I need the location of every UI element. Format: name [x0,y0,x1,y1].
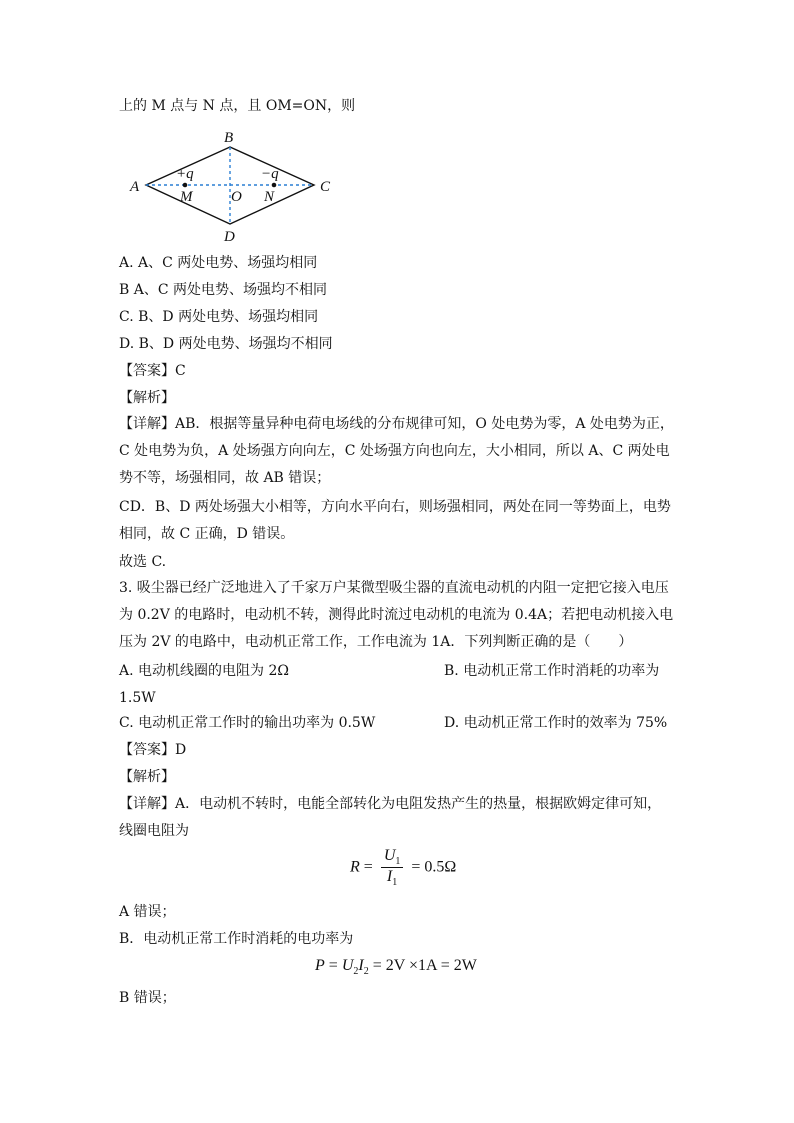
q3-option-a: A. 电动机线圈的电阻为 2Ω [119,663,289,679]
rhombus-diagram [122,126,352,246]
q2-option-a: A. A、C 两处电势、场强均相同 [119,255,318,271]
q3-detail-a: 【详解】A．电动机不转时，电能全部转化为电阻发热产生的热量，根据欧姆定律可知， [119,796,662,812]
formula-resistance: R = $\frac{U_1}{I_1}$ = 0.5Ω [350,847,457,889]
intro-text: 上的 M 点与 N 点，且 OM=ON，则 [119,98,356,114]
q3-coil-label: 线圈电阻为 [119,823,189,839]
q3-analysis-label: 【解析】 [119,769,175,785]
q2-option-d: D. B、D 两处电势、场强均不相同 [119,336,333,352]
q2-detail-ab: 【详解】AB．根据等量异种电荷电场线的分布规律可知，O 处电势为零，A 处电势为正，C 处电势为负，A 处场强方向向左，C 处场强方向也向左，大小相同，所以 A、C 两处电势不等，场强相同，故 AB 错误； [119,416,674,486]
q2-answer: 【答案】C [119,363,186,379]
label-N: N [264,189,275,205]
label-D: D [224,229,235,245]
q3-option-d: D. 电动机正常工作时的效率为 75% [444,715,668,731]
q2-detail-cd: CD．B、D 两处场强大小相等，方向水平向右，则场强相同，两处在同一等势面上，电势相同，故 C 正确，D 错误。 [119,499,671,542]
q2-option-b: B A、C 两处电势、场强均不相同 [119,282,328,298]
label-M: M [180,189,193,205]
label-plus-q: +q [176,166,194,182]
label-B: B [224,130,234,146]
label-O: O [231,189,242,205]
label-C: C [320,179,331,195]
q2-analysis-label: 【解析】 [119,390,175,406]
label-minus-q: −q [261,166,279,182]
q3-option-c: C. 电动机正常工作时的输出功率为 0.5W [119,715,376,731]
q3-a-wrong: A 错误； [119,904,176,920]
q3-stem: 3. 吸尘器已经广泛地进入了千家万户某微型吸尘器的直流电动机的内阻一定把它接入电压为 0.2V 的电路时，电动机不转，测得此时流过电动机的电流为 0.4A；若把电动机接入电压为 2V 的电路中，电动机正常工作，工作电流为 1A．下列判断正确的是（ ） [119,580,674,650]
q2-option-c: C. B、D 两处电势、场强均相同 [119,309,319,325]
label-A: A [130,179,140,195]
formula-power: $P = U_2I_2 = 2V \times 1A = 2W$ [315,957,477,978]
q2-conclusion: 故选 C. [119,554,167,570]
q3-option-b: B. 电动机正常工作时消耗的功率为 [444,663,660,679]
q3-option-b-cont: 1.5W [119,690,156,706]
q3-b-wrong: B 错误； [119,990,176,1006]
q3-detail-b: B．电动机正常工作时消耗的电功率为 [119,931,354,947]
q3-answer: 【答案】D [119,742,187,758]
